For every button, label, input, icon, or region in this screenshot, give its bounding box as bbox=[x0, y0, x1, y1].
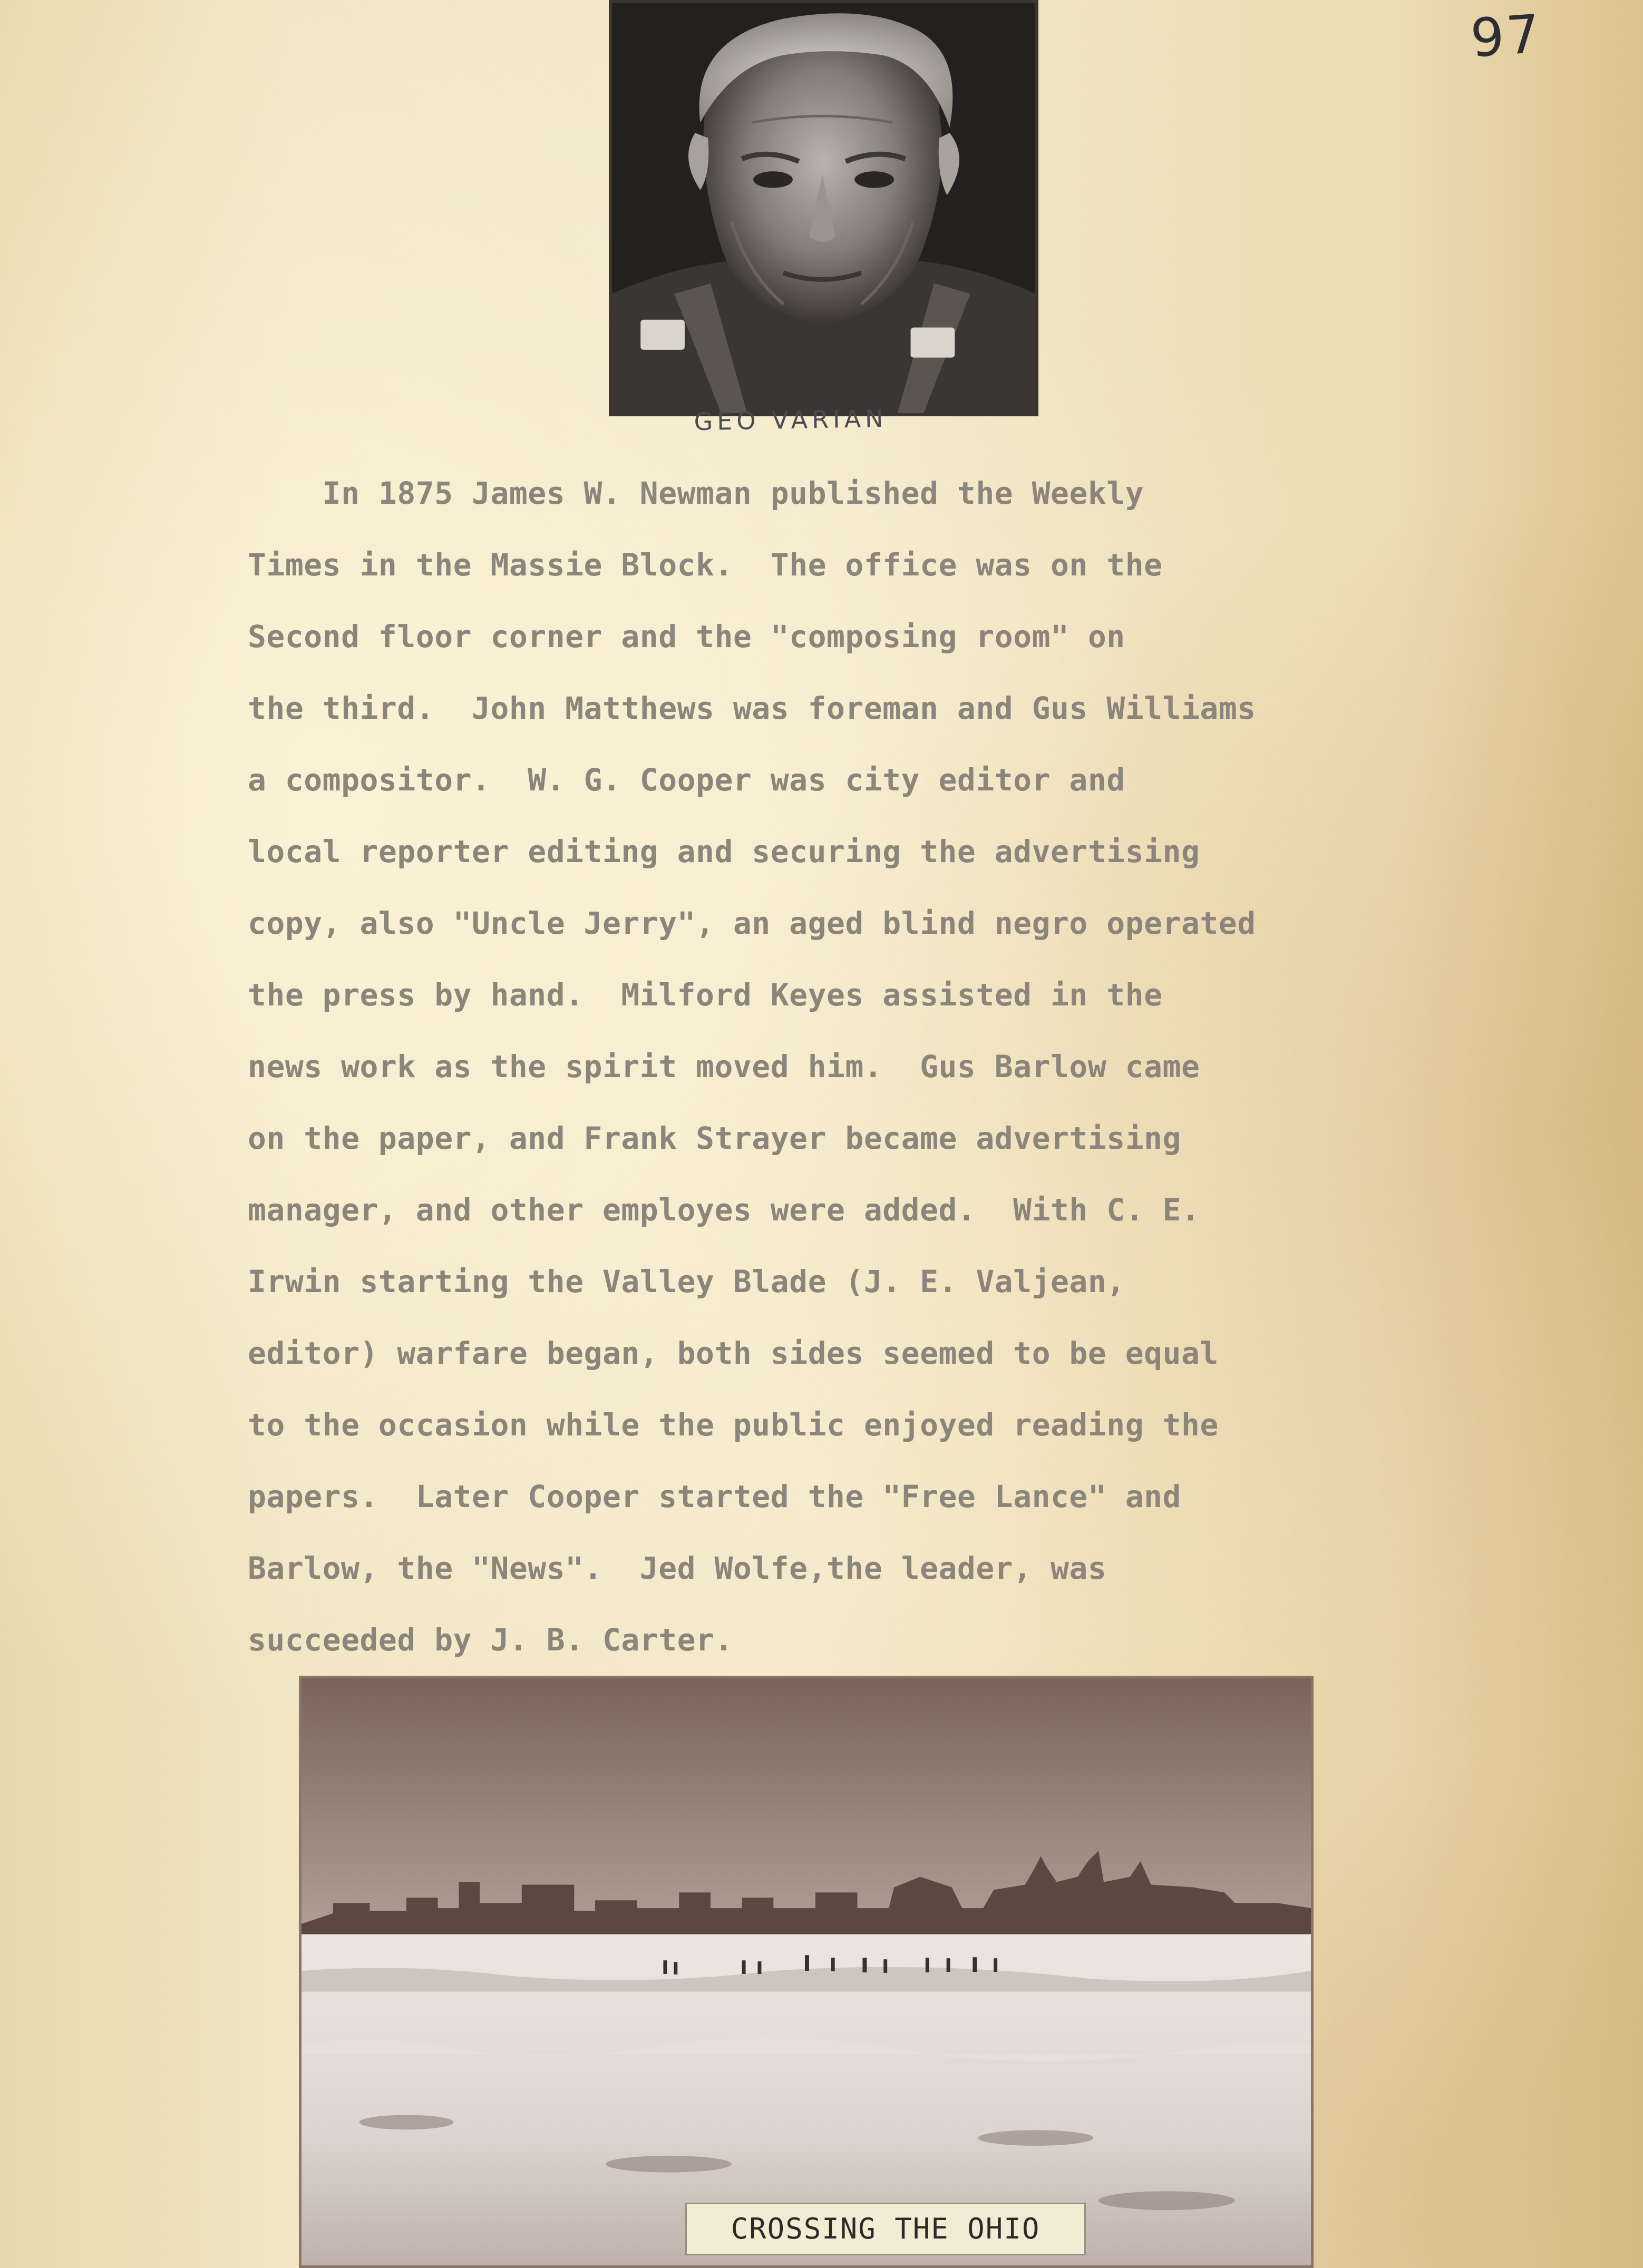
text-line: on the paper, and Frank Strayer became advertising bbox=[248, 1120, 1181, 1156]
text-line: Irwin starting the Valley Blade (J. E. Valjean, bbox=[248, 1264, 1125, 1299]
text-line: papers. Later Cooper started the "Free Lance" and bbox=[248, 1479, 1181, 1514]
text-line: In 1875 James W. Newman published the Weekly bbox=[248, 475, 1144, 511]
text-line: news work as the spirit moved him. Gus Barlow came bbox=[248, 1049, 1200, 1084]
body-text bbox=[248, 457, 1460, 1676]
text-line: manager, and other employes were added. With C. E. bbox=[248, 1192, 1200, 1228]
river-photo-caption: CROSSING THE OHIO bbox=[685, 2203, 1086, 2255]
portrait-photo bbox=[609, 0, 1038, 416]
text-line: the third. John Matthews was foreman and Gus Williams bbox=[248, 690, 1256, 726]
text-line: local reporter editing and securing the advertising bbox=[248, 834, 1200, 869]
river-image bbox=[302, 1678, 1311, 2265]
text-line: copy, also "Uncle Jerry", an aged blind negro operated bbox=[248, 905, 1256, 941]
text-line: editor) warfare began, both sides seemed to be equal bbox=[248, 1335, 1219, 1371]
portrait-caption: GEO VARIAN bbox=[694, 404, 888, 436]
text-line: Second floor corner and the "composing room" on bbox=[248, 619, 1125, 654]
text-line: to the occasion while the public enjoyed reading the bbox=[248, 1407, 1219, 1443]
text-line: Barlow, the "News". Jed Wolfe,the leader, was bbox=[248, 1550, 1107, 1586]
portrait-image bbox=[612, 3, 1035, 413]
text-line: succeeded by J. B. Carter. bbox=[248, 1622, 733, 1658]
text-line: a compositor. W. G. Cooper was city editor and bbox=[248, 762, 1125, 798]
page-number: 97 bbox=[1469, 3, 1544, 70]
text-line: Times in the Massie Block. The office was on the bbox=[248, 547, 1163, 583]
text-line: the press by hand. Milford Keyes assisted in the bbox=[248, 977, 1163, 1013]
river-photo bbox=[299, 1676, 1314, 2268]
